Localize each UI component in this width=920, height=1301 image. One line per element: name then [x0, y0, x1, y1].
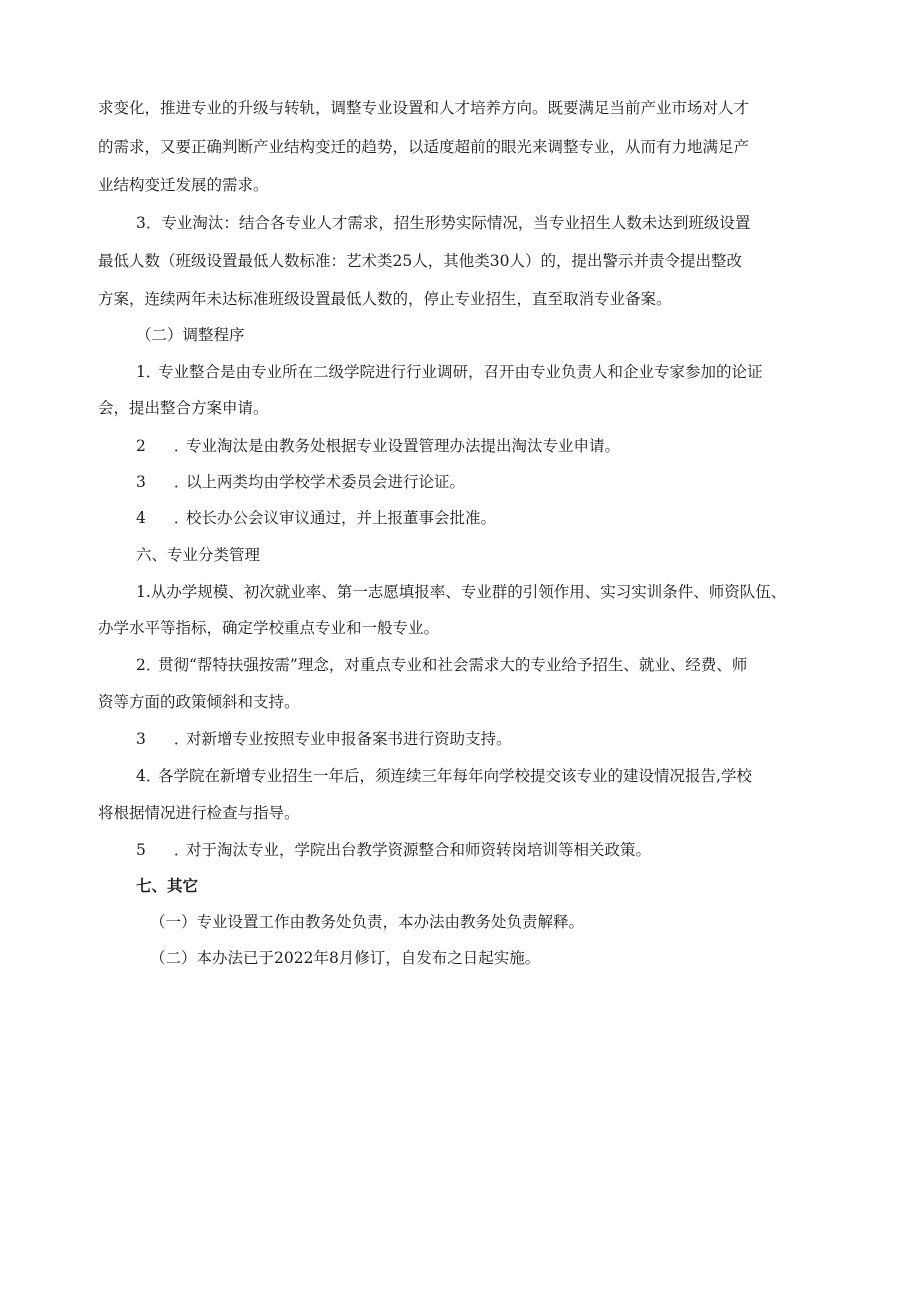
item-text: 从办学规模、初次就业率、第一志愿填报率、专业群的引领作用、实习实训条件、师资队伍、: [150, 583, 787, 601]
list-item: [136, 840, 651, 860]
section-heading: 七、其它: [136, 876, 199, 895]
item-text: 对新增专业按照专业申报备案书进行资助支持。: [186, 730, 512, 748]
list-item: [136, 213, 750, 233]
item-text: 各学院在新增专业招生一年后，须连续三年每年向学校提交该专业的建设情况报告,学校: [158, 767, 752, 785]
item-number: 4 ．: [136, 509, 190, 527]
list-item: [136, 472, 465, 492]
text-line: 求变化，推进专业的升级与转轨，调整专业设置和人才培养方向。既要满足当前产业市场对人才: [98, 99, 750, 117]
list-item: [136, 729, 512, 749]
text-line: 最低人数（班级设置最低人数标准：艺术类25人，其他类30人）的，提出警示并责令提出整改: [98, 252, 742, 270]
item-number: 1.: [136, 583, 151, 601]
list-item: [136, 582, 786, 602]
section-heading: （二）调整程序: [136, 326, 245, 344]
item-text: 对于淘汰专业，学院出台教学资源整合和师资转岗培训等相关政策。: [186, 841, 652, 859]
list-item: [136, 508, 496, 528]
list-item: [136, 766, 752, 786]
text-line: 业结构变迁发展的需求。: [98, 176, 269, 194]
section-heading: 六、专业分类管理: [136, 546, 261, 564]
item-number: 1．: [136, 363, 162, 381]
list-item: [136, 362, 763, 382]
item-number: 2 ．: [136, 437, 190, 455]
item-text: 结合各专业人才需求，招生形势实际情况，当专业招生人数未达到班级设置: [238, 214, 751, 232]
item-text: 专业淘汰是由教务处根据专业设置管理办法提出淘汰专业申请。: [186, 437, 621, 455]
text-line: 方案，连续两年未达标准班级设置最低人数的，停止专业招生，直至取消专业备案。: [98, 290, 672, 308]
item-text: 以上两类均由学校学术委员会进行论证。: [186, 473, 466, 491]
item-text: 贯彻“帮特扶强按需”理念，对重点专业和社会需求大的专业给予招生、就业、经费、师: [158, 656, 748, 674]
item-number: 3 ．: [136, 473, 190, 491]
item-number: 2．: [136, 656, 162, 674]
text-line: （一）专业设置工作由教务处负责，本办法由教务处负责解释。: [150, 913, 585, 931]
text-line: 会，提出整合方案申请。: [98, 399, 269, 417]
item-text: 专业整合是由专业所在二级学院进行行业调研，召开由专业负责人和企业专家参加的论证: [158, 363, 763, 381]
text-line: 资等方面的政策倾斜和支持。: [98, 693, 300, 711]
text-line: 将根据情况进行检查与指导。: [98, 804, 300, 822]
text-line: 的需求，又要正确判断产业结构变迁的趋势，以适度超前的眼光来调整专业，从而有力地满足产: [98, 138, 750, 156]
text-line: 办学水平等指标，确定学校重点专业和一般专业。: [98, 619, 440, 637]
item-number: 5 ．: [136, 841, 190, 859]
item-text: 校长办公会议审议通过，并上报董事会批准。: [186, 509, 497, 527]
item-number: 3 ．: [136, 730, 190, 748]
text-line: （二）本办法已于2022年8月修订，自发布之日起实施。: [150, 949, 541, 967]
item-number: 4．: [136, 767, 162, 785]
item-number: 3．专业淘汰：: [136, 214, 239, 232]
list-item: [136, 436, 620, 456]
list-item: [136, 655, 747, 675]
